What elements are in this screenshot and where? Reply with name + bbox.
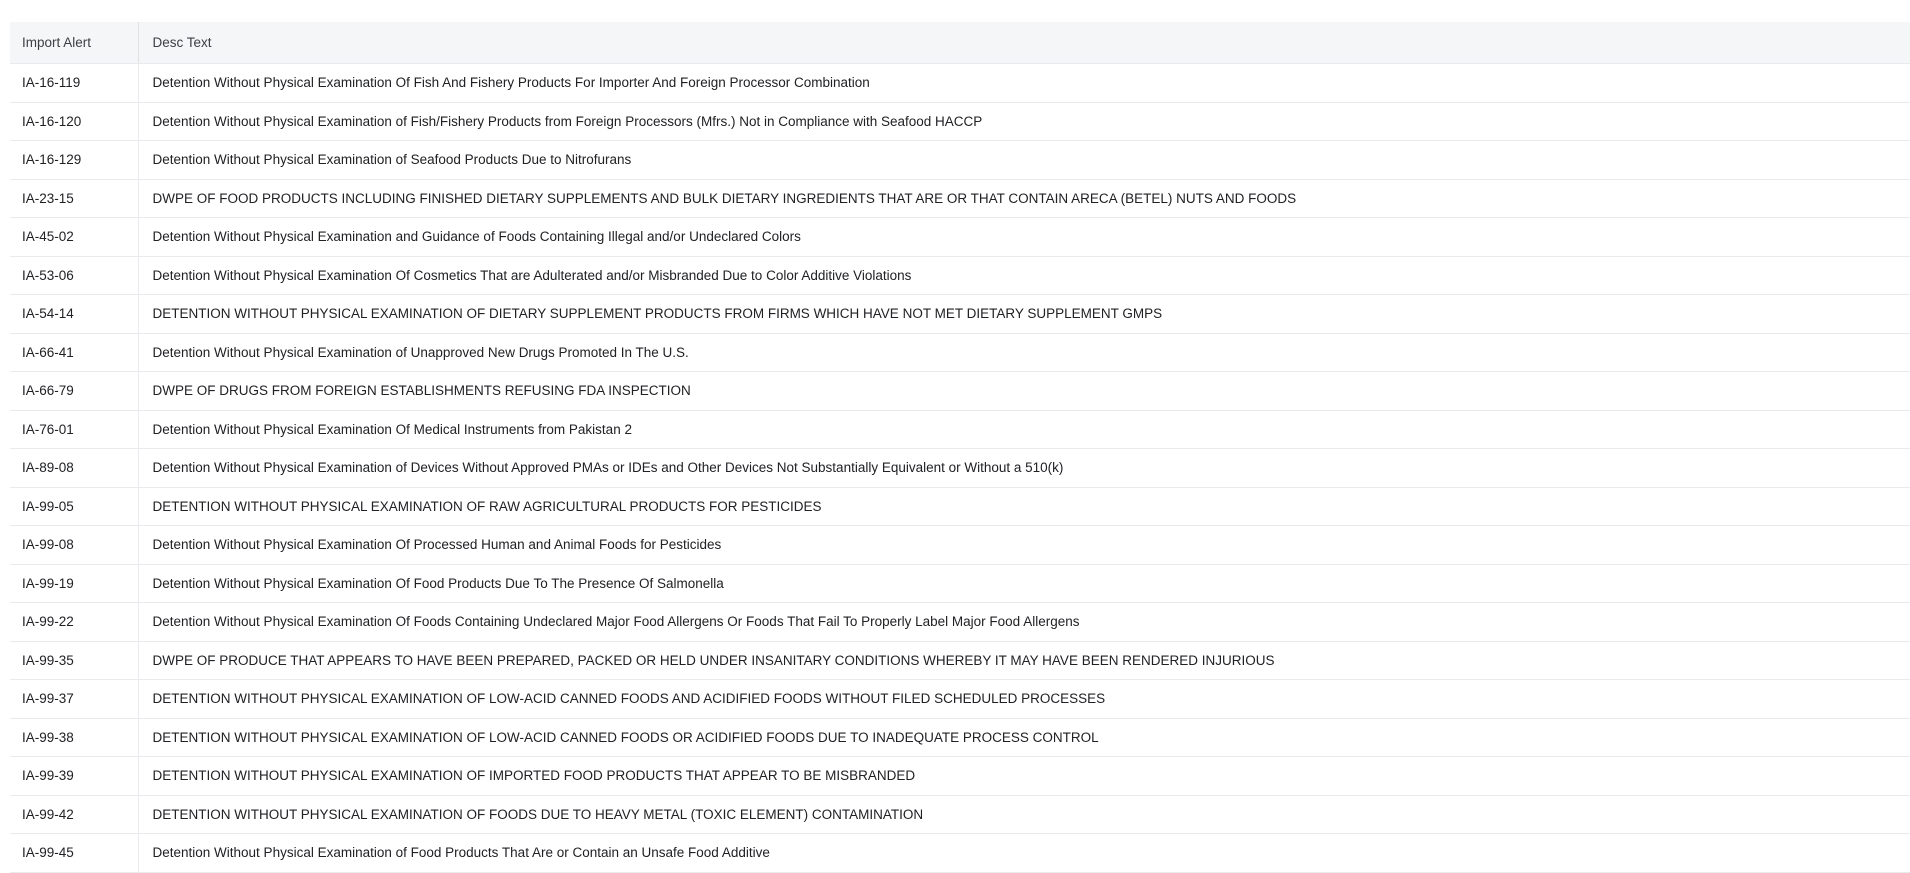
cell-desc-text: DWPE OF DRUGS FROM FOREIGN ESTABLISHMENTS REFUSING FDA INSPECTION — [138, 372, 1910, 411]
table-row[interactable] — [10, 372, 1910, 411]
column-header-import-alert[interactable]: Import Alert — [10, 22, 138, 64]
cell-import-alert: IA-99-22 — [10, 603, 138, 642]
cell-import-alert: IA-16-119 — [10, 64, 138, 103]
cell-desc-text: DETENTION WITHOUT PHYSICAL EXAMINATION OF FOODS DUE TO HEAVY METAL (TOXIC ELEMENT) CONTAMINATION — [138, 795, 1910, 834]
cell-import-alert: IA-99-08 — [10, 526, 138, 565]
cell-import-alert: IA-76-01 — [10, 410, 138, 449]
cell-desc-text: DWPE OF FOOD PRODUCTS INCLUDING FINISHED DIETARY SUPPLEMENTS AND BULK DIETARY INGREDIENTS THAT ARE OR THAT CONTAIN ARECA (BETEL) NUTS AND FOODS — [138, 179, 1910, 218]
cell-import-alert: IA-54-14 — [10, 295, 138, 334]
cell-import-alert: IA-66-41 — [10, 333, 138, 372]
table-row[interactable] — [10, 449, 1910, 488]
table-row[interactable] — [10, 218, 1910, 257]
cell-import-alert: IA-89-08 — [10, 449, 138, 488]
table-row[interactable] — [10, 487, 1910, 526]
cell-desc-text: Detention Without Physical Examination of Fish/Fishery Products from Foreign Processors (Mfrs.) Not in Compliance with Seafood HACCP — [138, 102, 1910, 141]
cell-desc-text: DETENTION WITHOUT PHYSICAL EXAMINATION OF LOW-ACID CANNED FOODS OR ACIDIFIED FOODS DUE TO INADEQUATE PROCESS CONTROL — [138, 718, 1910, 757]
cell-desc-text: Detention Without Physical Examination Of Fish And Fishery Products For Importer And Foreign Processor Combination — [138, 64, 1910, 103]
table-row[interactable] — [10, 834, 1910, 873]
table-row[interactable] — [10, 179, 1910, 218]
table-row[interactable] — [10, 757, 1910, 796]
cell-desc-text: Detention Without Physical Examination of Devices Without Approved PMAs or IDEs and Other Devices Not Substantially Equivalent or Without a 510(k) — [138, 449, 1910, 488]
cell-import-alert: IA-99-38 — [10, 718, 138, 757]
cell-desc-text: Detention Without Physical Examination of Seafood Products Due to Nitrofurans — [138, 141, 1910, 180]
table-row[interactable] — [10, 333, 1910, 372]
cell-desc-text: Detention Without Physical Examination of Food Products That Are or Contain an Unsafe Food Additive — [138, 834, 1910, 873]
import-alerts-table — [10, 22, 1910, 873]
cell-desc-text: Detention Without Physical Examination Of Cosmetics That are Adulterated and/or Misbranded Due to Color Additive Violations — [138, 256, 1910, 295]
table-row[interactable] — [10, 718, 1910, 757]
cell-import-alert: IA-99-05 — [10, 487, 138, 526]
cell-desc-text: DETENTION WITHOUT PHYSICAL EXAMINATION OF IMPORTED FOOD PRODUCTS THAT APPEAR TO BE MISBRANDED — [138, 757, 1910, 796]
cell-import-alert: IA-99-37 — [10, 680, 138, 719]
cell-desc-text: DETENTION WITHOUT PHYSICAL EXAMINATION OF LOW-ACID CANNED FOODS AND ACIDIFIED FOODS WITHOUT FILED SCHEDULED PROCESSES — [138, 680, 1910, 719]
table-row[interactable] — [10, 64, 1910, 103]
table-header-row — [10, 22, 1910, 64]
cell-desc-text: Detention Without Physical Examination Of Food Products Due To The Presence Of Salmonella — [138, 564, 1910, 603]
table-row[interactable] — [10, 526, 1910, 565]
cell-import-alert: IA-99-42 — [10, 795, 138, 834]
table-body — [10, 64, 1910, 873]
table-row[interactable] — [10, 410, 1910, 449]
cell-desc-text: Detention Without Physical Examination Of Processed Human and Animal Foods for Pesticides — [138, 526, 1910, 565]
table-row[interactable] — [10, 680, 1910, 719]
import-alerts-table-container — [10, 22, 1472, 873]
table-header — [10, 22, 1910, 64]
cell-desc-text: DETENTION WITHOUT PHYSICAL EXAMINATION OF DIETARY SUPPLEMENT PRODUCTS FROM FIRMS WHICH HAVE NOT MET DIETARY SUPPLEMENT GMPS — [138, 295, 1910, 334]
cell-import-alert: IA-99-19 — [10, 564, 138, 603]
cell-desc-text: Detention Without Physical Examination of Unapproved New Drugs Promoted In The U.S. — [138, 333, 1910, 372]
cell-import-alert: IA-99-45 — [10, 834, 138, 873]
cell-import-alert: IA-99-35 — [10, 641, 138, 680]
cell-desc-text: DETENTION WITHOUT PHYSICAL EXAMINATION OF RAW AGRICULTURAL PRODUCTS FOR PESTICIDES — [138, 487, 1910, 526]
table-row[interactable] — [10, 102, 1910, 141]
cell-import-alert: IA-23-15 — [10, 179, 138, 218]
cell-import-alert: IA-16-120 — [10, 102, 138, 141]
table-row[interactable] — [10, 603, 1910, 642]
table-row[interactable] — [10, 564, 1910, 603]
cell-import-alert: IA-53-06 — [10, 256, 138, 295]
cell-import-alert: IA-99-39 — [10, 757, 138, 796]
cell-desc-text: DWPE OF PRODUCE THAT APPEARS TO HAVE BEEN PREPARED, PACKED OR HELD UNDER INSANITARY CONDITIONS WHEREBY IT MAY HAVE BEEN RENDERED INJURIOUS — [138, 641, 1910, 680]
column-header-desc-text[interactable]: Desc Text — [138, 22, 1910, 64]
cell-import-alert: IA-16-129 — [10, 141, 138, 180]
cell-import-alert: IA-66-79 — [10, 372, 138, 411]
cell-import-alert: IA-45-02 — [10, 218, 138, 257]
table-row[interactable] — [10, 795, 1910, 834]
cell-desc-text: Detention Without Physical Examination Of Foods Containing Undeclared Major Food Allergens Or Foods That Fail To Properly Label Major Food Allergens — [138, 603, 1910, 642]
cell-desc-text: Detention Without Physical Examination and Guidance of Foods Containing Illegal and/or Undeclared Colors — [138, 218, 1910, 257]
cell-desc-text: Detention Without Physical Examination Of Medical Instruments from Pakistan 2 — [138, 410, 1910, 449]
table-row[interactable] — [10, 256, 1910, 295]
table-row[interactable] — [10, 641, 1910, 680]
table-row[interactable] — [10, 295, 1910, 334]
table-row[interactable] — [10, 141, 1910, 180]
